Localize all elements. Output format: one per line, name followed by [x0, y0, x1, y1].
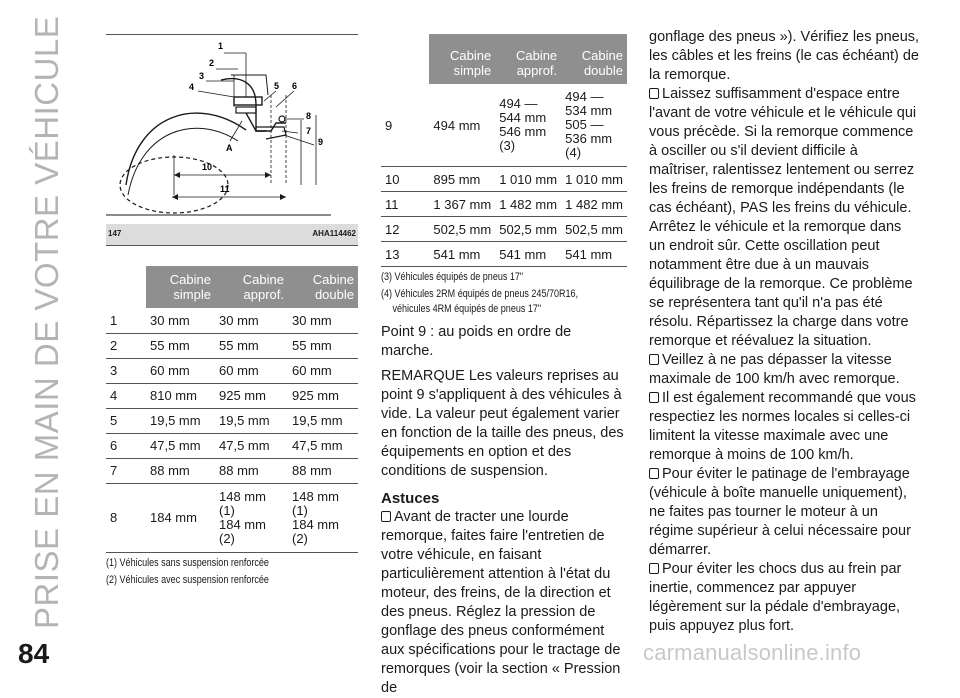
callout-label: 9 — [318, 137, 324, 147]
callout-label: 10 — [202, 162, 213, 172]
tow-hitch-figure — [106, 34, 358, 224]
table-cell: 55 mm — [215, 333, 288, 358]
table-row — [381, 242, 627, 267]
table-cell: 60 mm — [146, 358, 215, 383]
table-cell: 541 mm — [495, 242, 561, 267]
tip-paragraph: Laissez suffisamment d'espace entre l'avant de votre véhicule et le véhicule qui vous précède. Si la remorque commence à osciller ou s'il devient difficile à maîtriser, ralentissez lentement ou serrez les freins de remorque indépendants (le cas échéant), PAS les freins du véhicule. Arrêtez le véhicule et la remorque dans un endroit sûr. Cette oscillation peut notamment être due à un mauvais équilibrage de la remorque. Ce problème se représentera tant qu'il n'a pas été résolu. Répartissez la charge dans votre remorque et réévaluez la situation. — [649, 86, 917, 349]
table-cell: 55 mm — [288, 333, 358, 358]
table-row — [106, 358, 358, 383]
continuation-paragraph: gonflage des pneus »). Vérifiez les pneus, les câbles et les freins (le cas échéant) de la remorque. — [649, 29, 920, 83]
callout-label: 7 — [306, 126, 312, 136]
watermark: carmanualsonline.info — [643, 640, 862, 665]
table-cell: 1 367 mm — [429, 192, 495, 217]
table-cell: 47,5 mm — [146, 433, 215, 458]
table-row — [106, 408, 358, 433]
callout-label: 5 — [274, 81, 280, 91]
point9-note: Point 9 : au poids en ordre de marche. — [381, 324, 572, 359]
row-label: 11 — [381, 192, 429, 217]
header-cabine-simple: Cabine simple — [429, 34, 495, 84]
table-cell: 60 mm — [215, 358, 288, 383]
table-row — [381, 217, 627, 242]
table-cell: 30 mm — [146, 308, 215, 333]
table-cell: 60 mm — [288, 358, 358, 383]
table-cell: 88 mm — [215, 458, 288, 483]
tip-icon — [649, 392, 659, 403]
footnote: véhicules 4RM équipés de pneus 17" — [392, 303, 542, 315]
table-row — [106, 383, 358, 408]
table-cell: 1 482 mm — [561, 192, 627, 217]
column-middle — [381, 34, 627, 698]
table-cell: 925 mm — [215, 383, 288, 408]
callout-label: 11 — [220, 184, 230, 194]
tip-icon — [649, 88, 659, 99]
row-label: 12 — [381, 217, 429, 242]
header-cabine-approf: Cabine approf. — [215, 266, 288, 308]
callout-label: A — [226, 143, 233, 153]
astuce-paragraph: Avant de tracter une lourde remorque, faites faire l'entretien de votre véhicule, en faisant particulièrement attention à l'état du moteur, des freins, de la direction et des pneus. Réglez la pression de gonflage des pneus conformément aux spécifications pour le tractage de remorques (voir la section « Pression de — [381, 509, 621, 696]
table-cell: 810 mm — [146, 383, 215, 408]
remarque-paragraph: REMARQUE Les valeurs reprises au point 9 s'appliquent à des véhicules à vide. La valeur peut également varier en fonction de la taille des pneus, des équipements en option et des conditions de suspension. — [381, 368, 624, 479]
tip-paragraph: Pour éviter le patinage de l'embrayage (véhicule à boîte manuelle uniquement), ne faites pas tourner le moteur à un régime supérieur à celui nécessaire pour démarrer. — [649, 466, 911, 558]
table-row — [106, 333, 358, 358]
dimensions-table-1 — [106, 266, 358, 553]
callout-label: 2 — [209, 58, 215, 68]
header-cabine-approf: Cabine approf. — [495, 34, 561, 84]
tip-paragraph: Il est également recommandé que vous respectiez les normes locales si celles-ci limitent la vitesse maximale avec une remorque à moins de 100 km/h. — [649, 390, 916, 463]
table-cell: 1 010 mm — [495, 167, 561, 192]
tip-paragraph: Pour éviter les chocs dus au frein par inertie, commencez par appuyer légèrement sur la pédale d'embrayage, puis appuyez plus fort. — [649, 561, 902, 634]
page-number: 84 — [18, 638, 50, 669]
callout-label: 1 — [218, 41, 224, 51]
table-cell: 47,5 mm — [215, 433, 288, 458]
table-cell: 19,5 mm — [288, 408, 358, 433]
table-cell: 47,5 mm — [288, 433, 358, 458]
tow-hitch-diagram — [106, 35, 358, 225]
header-cabine-simple: Cabine simple — [146, 266, 215, 308]
row-label: 10 — [381, 167, 429, 192]
table-cell: 30 mm — [288, 308, 358, 333]
table-row — [106, 458, 358, 483]
tip-paragraph: Veillez à ne pas dépasser la vitesse maximale de 100 km/h avec remorque. — [649, 352, 900, 387]
table-cell: 88 mm — [146, 458, 215, 483]
column-left — [106, 34, 358, 588]
table-cell: 502,5 mm — [495, 217, 561, 242]
table-cell: 502,5 mm — [429, 217, 495, 242]
figure-code: AHA114462 — [312, 229, 356, 238]
dimensions-table-2 — [381, 34, 627, 267]
callout-label: 3 — [199, 71, 205, 81]
footnote: (1) Véhicules sans suspension renforcée — [106, 556, 269, 569]
row-label: 7 — [106, 458, 146, 483]
table-cell: 19,5 mm — [146, 408, 215, 433]
header-cabine-double: Cabine double — [288, 266, 358, 308]
footnote: (2) Véhicules avec suspension renforcée — [106, 573, 269, 586]
table-row — [381, 167, 627, 192]
table-cell: 30 mm — [215, 308, 288, 333]
table-row — [106, 433, 358, 458]
figure-caption-bar — [106, 224, 358, 246]
table-cell: 1 010 mm — [561, 167, 627, 192]
header-cabine-double: Cabine double — [561, 34, 627, 84]
row-label: 1 — [106, 308, 146, 333]
callout-label: 6 — [292, 81, 298, 91]
table-row — [381, 192, 627, 217]
table-cell: 925 mm — [288, 383, 358, 408]
callout-label: 8 — [306, 111, 312, 121]
table-cell: 541 mm — [429, 242, 495, 267]
row-label: 2 — [106, 333, 146, 358]
astuces-heading: Astuces — [381, 490, 440, 507]
table-row — [106, 308, 358, 333]
row-label: 5 — [106, 408, 146, 433]
section-side-title: PRISE EN MAIN DE VOTRE VÉHICULE — [28, 15, 65, 629]
tip-icon — [649, 468, 659, 479]
table-row: 9 494 mm 494 — 544 mm 546 mm (3) 494 — 534 mm 505 — 536 mm (4) — [381, 84, 627, 167]
table-cell: 55 mm — [146, 333, 215, 358]
row-label: 13 — [381, 242, 429, 267]
footnote: (3) Véhicules équipés de pneus 17" — [381, 271, 524, 283]
footnote: (4) Véhicules 2RM équipés de pneus 245/70R16, — [381, 288, 579, 300]
table-row: 8 184 mm 148 mm (1) 184 mm (2) 148 mm (1) 184 mm (2) — [106, 483, 358, 552]
figure-number: 147 — [108, 229, 122, 238]
table-cell: 19,5 mm — [215, 408, 288, 433]
tip-icon — [381, 511, 391, 522]
row-label: 3 — [106, 358, 146, 383]
column-right — [649, 28, 921, 636]
tip-icon — [649, 354, 659, 365]
table-cell: 502,5 mm — [561, 217, 627, 242]
callout-label: 4 — [189, 82, 195, 92]
table-cell: 88 mm — [288, 458, 358, 483]
table-cell: 541 mm — [561, 242, 627, 267]
row-label: 6 — [106, 433, 146, 458]
tip-icon — [649, 563, 659, 574]
table-cell: 895 mm — [429, 167, 495, 192]
table-cell: 1 482 mm — [495, 192, 561, 217]
row-label: 4 — [106, 383, 146, 408]
